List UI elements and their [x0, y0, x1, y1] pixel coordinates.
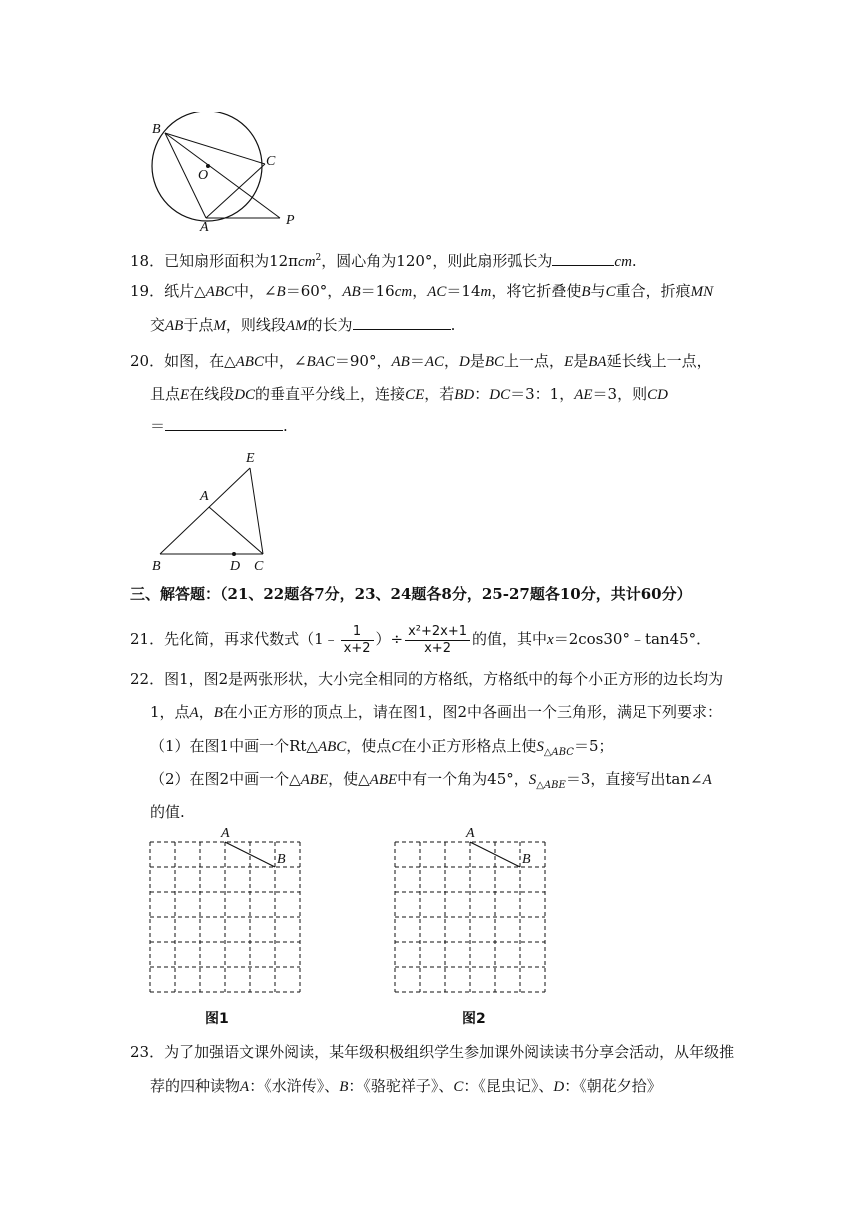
label-C: C — [254, 559, 264, 574]
grid-figure-2 — [390, 822, 555, 1000]
section-3-heading: 三、解答题：（21、22题各7分，23、24题各8分，25-27题各10分，共计60分） — [130, 585, 692, 603]
grid1-label-A: A — [221, 826, 230, 841]
question-22-line4: （2）在图2中画一个△ABE，使△ABE中有一个角为45°，$S_{\triangle ABE}=3$，直接写出tan∠A — [150, 770, 712, 791]
question-18: 18．已知扇形面积为12πcm$^2$，圆心角为120°，则此扇形弧长为 cm. — [130, 252, 637, 270]
question-19-line1: 19．纸片△ABC中，∠B＝60°，AB＝16cm，AC＝14m，将它折叠使B与C重合，折痕MN — [130, 282, 714, 300]
grid2-label-B: B — [522, 852, 531, 867]
question-19-line2: 交AB于点M，则线段AM的长为 . — [150, 316, 456, 334]
grid2-label-A: A — [466, 826, 475, 841]
label-A: A — [200, 489, 209, 504]
grid1-label-B: B — [277, 852, 286, 867]
question-20-line1: 20．如图，在△ABC中，∠BAC＝90°，AB＝AC，D是BC上一点，E是BA延长线上一点， — [130, 352, 712, 370]
label-A: A — [200, 220, 209, 232]
grid-caption-1: 图1 — [205, 1011, 229, 1027]
grid-figure-1 — [145, 822, 310, 1000]
question-22-line3: （1）在图1中画一个Rt△ABC，使点C在小正方形格点上使$S_{\triangle ABC}=5$； — [150, 737, 614, 758]
triangle-figure — [148, 446, 278, 574]
fraction-2: $\frac{\text{x²+2x+1}}{x+2}$ — [405, 624, 470, 657]
question-22-line1: 22．图1，图2是两张形状，大小完全相同的方格纸，方格纸中的每个小正方形的边长均为 — [130, 670, 724, 688]
question-22-line5: 的值. — [150, 803, 185, 821]
question-23-line2: 荐的四种读物A：《水浒传》、B：《骆驼祥子》、C：《昆虫记》、D：《朝花夕拾》 — [150, 1077, 662, 1095]
answer-blank-20[interactable] — [165, 416, 283, 431]
label-E: E — [246, 451, 255, 466]
answer-blank-19[interactable] — [353, 315, 451, 330]
label-C: C — [266, 154, 276, 169]
label-B: B — [152, 122, 161, 137]
fraction-1: $\frac{1}{x+2}$ — [341, 624, 374, 657]
label-O: O — [198, 168, 209, 183]
grid-caption-2: 图2 — [462, 1011, 486, 1027]
label-B: B — [152, 559, 161, 574]
question-20-line2: 且点E在线段DC的垂直平分线上，连接CE，若BD：DC＝3：1，AE＝3，则CD — [150, 385, 668, 403]
answer-blank-18[interactable] — [552, 251, 614, 266]
circle-figure — [140, 112, 310, 232]
label-P: P — [286, 213, 295, 228]
label-D: D — [230, 559, 241, 574]
question-21: 21．先化简，再求代数式（1﹣ $\frac{1}{x+2}$ ）÷ $\frac{\text{x²+2x+1}}{x+2}$ 的值，其中x＝2cos30°﹣tan45°． — [130, 623, 712, 656]
question-20-line3: ＝ . — [150, 417, 288, 435]
question-22-line2: 1，点A，B在小正方形的顶点上，请在图1，图2中各画出一个三角形，满足下列要求： — [150, 703, 722, 721]
question-23-line1: 23．为了加强语文课外阅读，某年级积极组织学生参加课外阅读读书分享会活动，从年级推 — [130, 1043, 735, 1061]
